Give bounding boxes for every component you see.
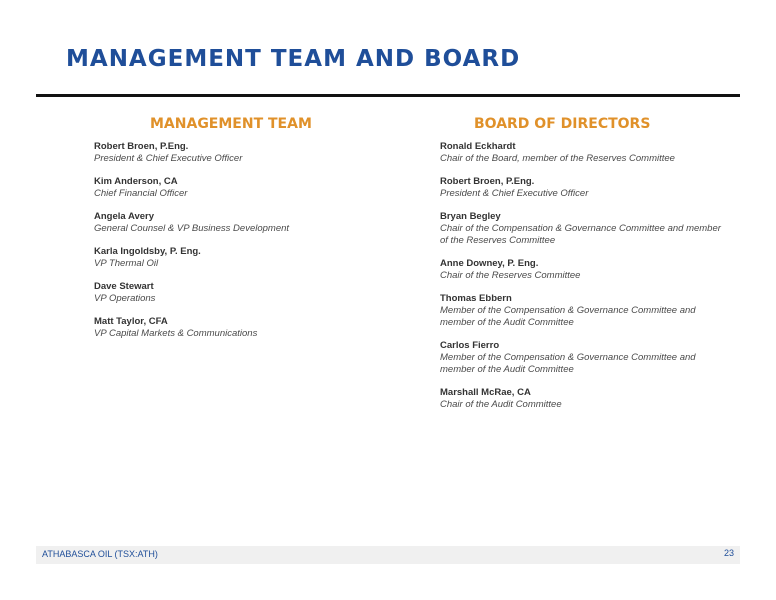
member-name: Bryan Begley bbox=[440, 211, 501, 222]
management-member bbox=[94, 316, 394, 340]
member-role: VP Operations bbox=[94, 293, 156, 304]
member-role: President & Chief Executive Officer bbox=[94, 153, 243, 164]
management-member bbox=[94, 141, 394, 165]
member-name: Matt Taylor, CFA bbox=[94, 316, 168, 327]
board-member bbox=[440, 293, 730, 329]
footer-company: ATHABASCA OIL (TSX:ATH) bbox=[42, 549, 158, 559]
management-member bbox=[94, 211, 394, 235]
board-of-directors-section bbox=[440, 116, 730, 422]
board-member bbox=[440, 141, 730, 165]
management-team-section bbox=[94, 116, 394, 351]
member-role: Chair of the Audit Committee bbox=[440, 399, 562, 410]
management-member bbox=[94, 176, 394, 200]
member-name: Angela Avery bbox=[94, 211, 155, 222]
board-member bbox=[440, 258, 730, 282]
management-team-heading: MANAGEMENT TEAM bbox=[150, 116, 312, 132]
board-member bbox=[440, 211, 730, 247]
board-member bbox=[440, 387, 730, 411]
member-name: Thomas Ebbern bbox=[440, 293, 512, 304]
footer-bar bbox=[36, 546, 740, 564]
management-member bbox=[94, 281, 394, 305]
member-role: General Counsel & VP Business Development bbox=[94, 223, 290, 234]
member-role: President & Chief Executive Officer bbox=[440, 188, 589, 199]
member-name: Robert Broen, P.Eng. bbox=[94, 141, 189, 152]
board-of-directors-heading: BOARD OF DIRECTORS bbox=[474, 116, 651, 132]
member-role: Member of the Compensation & Governance Committee and member of the Audit Committee bbox=[440, 305, 696, 328]
board-member bbox=[440, 340, 730, 376]
member-name: Carlos Fierro bbox=[440, 340, 500, 351]
member-role: Chair of the Board, member of the Reserves Committee bbox=[440, 153, 675, 164]
member-role: VP Capital Markets & Communications bbox=[94, 328, 258, 339]
page-number: 23 bbox=[723, 548, 734, 558]
member-name: Ronald Eckhardt bbox=[440, 141, 516, 152]
member-name: Anne Downey, P. Eng. bbox=[440, 258, 539, 269]
member-role: Chief Financial Officer bbox=[94, 188, 188, 199]
member-name: Dave Stewart bbox=[94, 281, 154, 292]
slide-title: MANAGEMENT TEAM AND BOARD bbox=[66, 46, 521, 72]
member-role: Member of the Compensation & Governance Committee and member of the Audit Committee bbox=[440, 352, 696, 375]
member-name: Karla Ingoldsby, P. Eng. bbox=[94, 246, 201, 257]
member-name: Marshall McRae, CA bbox=[440, 387, 531, 398]
member-role: VP Thermal Oil bbox=[94, 258, 159, 269]
management-member bbox=[94, 246, 394, 270]
member-name: Robert Broen, P.Eng. bbox=[440, 176, 535, 187]
member-role: Chair of the Compensation & Governance Committee and member of the Reserves Committee bbox=[440, 223, 721, 246]
board-member bbox=[440, 176, 730, 200]
member-name: Kim Anderson, CA bbox=[94, 176, 178, 187]
member-role: Chair of the Reserves Committee bbox=[440, 270, 581, 281]
title-divider bbox=[36, 94, 740, 97]
